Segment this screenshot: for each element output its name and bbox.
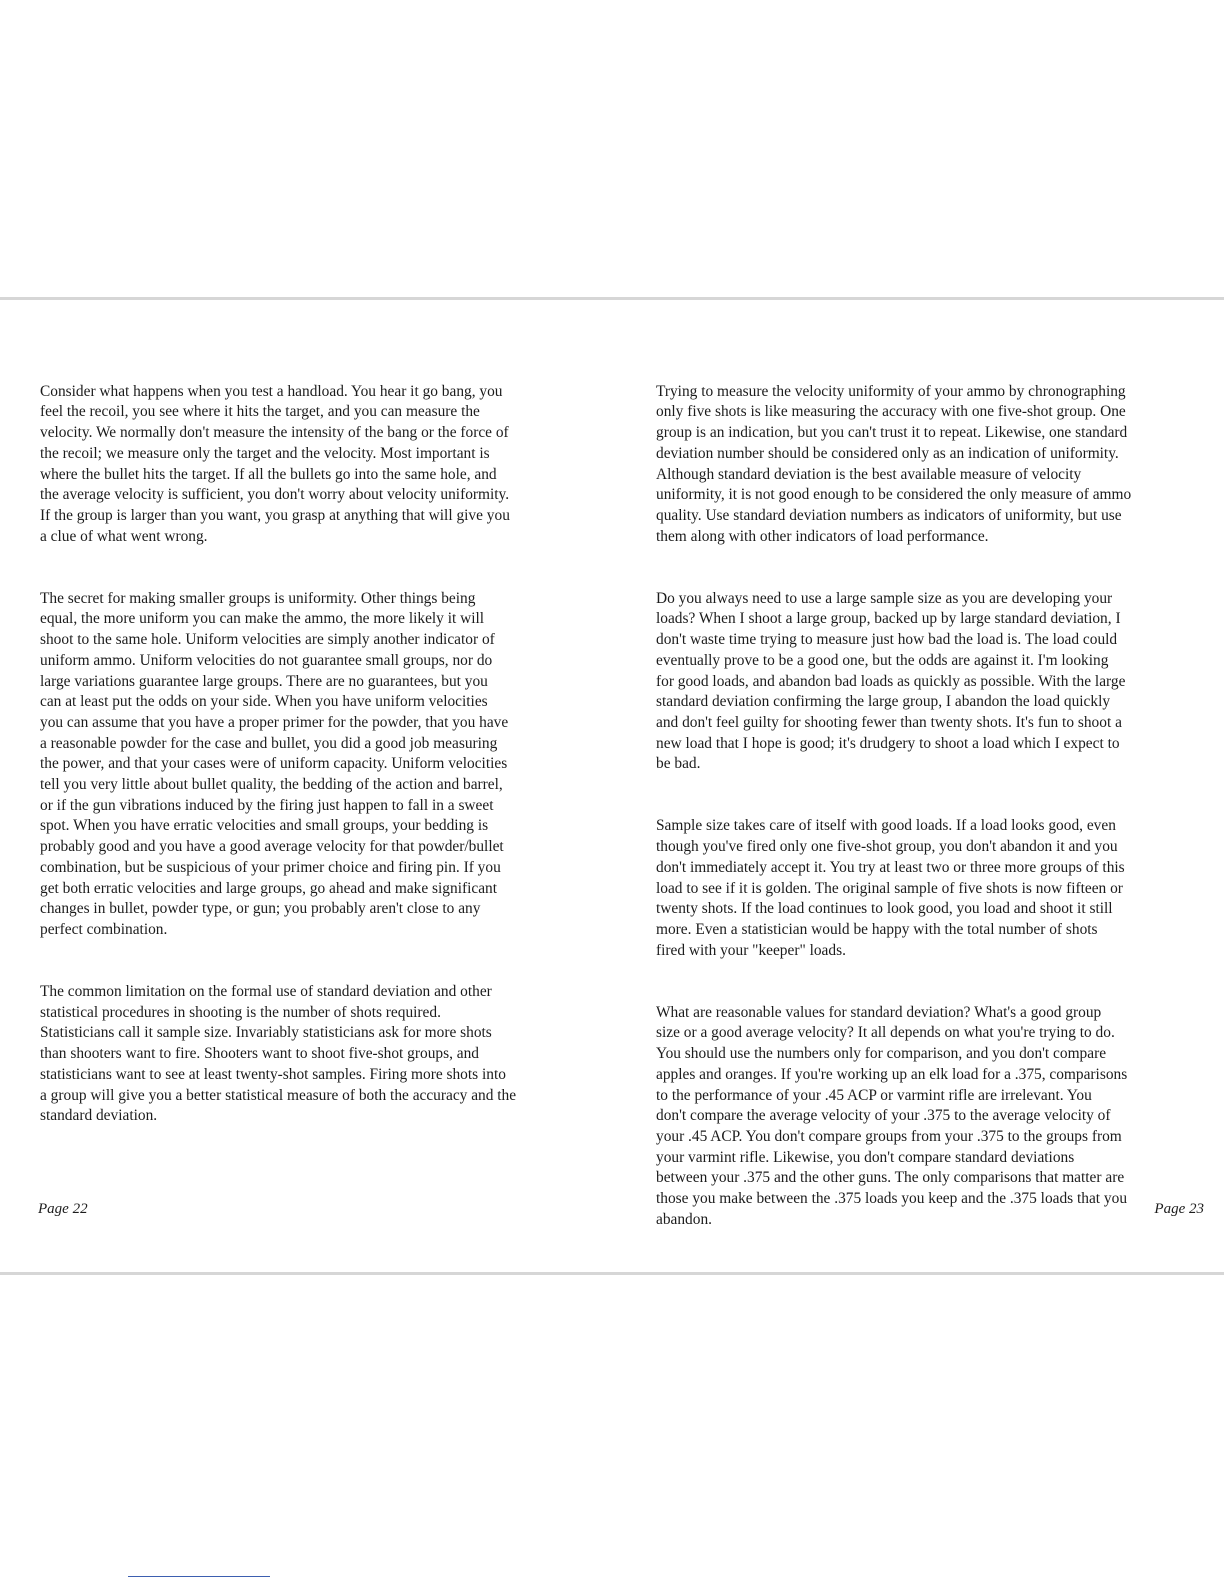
right-page-text: [656, 361, 1206, 1272]
right-paragraph-3: Sample size takes care of itself with good loads. If a load looks good, even though you've fired only one five-shot group, you don't abandon it and you don't immediately accept it. You try at least two or three more groups of this load to see if it is golden. The original sample of five shots is now fifteen or twenty shots. If the load continues to look good, you load and shoot it still more. Even a statistician would be happy with the total number of shots fired with your "keeper" loads.: [656, 817, 1125, 959]
right-page-number: Page 23: [1154, 1201, 1204, 1217]
right-paragraph-4: What are reasonable values for standard deviation? What's a good group size or a good average velocity? It all depends on what you're trying to do. You should use the numbers only for comparison, and you don't compare apples and oranges. If you're working up an elk load for a .375, comparisons to the performance of your .45 ACP or varmint rifle are irrelevant. You don't compare the average velocity of your .375 to the average velocity of your .45 ACP. You don't compare groups from your .375 to the groups from your varmint rifle. Likewise, you don't compare standard deviations between your .375 and the other guns. The only comparisons that matter are those you make between the .375 loads you keep and the .375 loads that you abandon.: [656, 1003, 1128, 1228]
right-paragraph-1: Trying to measure the velocity uniformity of your ammo by chronographing only five shots is like measuring the accuracy with one five-shot group. One group is an indication, but you can't trust it to repeat. Likewise, one standard deviation number should be considered only as an indication of uniformity. Although standard deviation is the best available measure of velocity uniformity, it is not good enough to be considered the only measure of ammo quality. Use standard deviation numbers as indicators of uniformity, but use them along with other indicators of load performance.: [656, 382, 1132, 545]
top-page-edge: [0, 297, 1224, 300]
left-paragraph-3: The common limitation on the formal use of standard deviation and other statistical procedures in shooting is the number of shots required. Statisticians call it sample size. Invariably statisticians ask for more shots than shooters want to fire. Shooters want to shoot five-shot groups, and statisticians want to see at least twenty-shot samples. Firing more shots into a group will give you a better statistical measure of both the accuracy and the standard deviation.: [40, 983, 517, 1125]
bottom-page-edge: [0, 1272, 1224, 1275]
left-page-text: [40, 361, 600, 1168]
left-paragraph-1: Consider what happens when you test a handload. You hear it go bang, you feel the recoil, you see where it hits the target, and you can measure the velocity. We normally don't measure the intensity of the bang or the force of the recoil; we measure only the target and the velocity. Most important is where the bullet hits the target. If all the bullets go into the same hole, and the average velocity is sufficient, you don't worry about velocity uniformity. If the group is larger than you want, you grasp at anything that will give you a clue of what went wrong.: [40, 382, 510, 545]
scan-artifact-line: [128, 1576, 270, 1577]
right-paragraph-2: Do you always need to use a large sample size as you are developing your loads? When I shoot a large group, backed up by large standard deviation, I don't waste time trying to measure just how bad the load is. The load could eventually prove to be a good one, but the odds are against it. I'm looking for good loads, and abandon bad loads as quickly as possible. With the large standard deviation confirming the large group, I abandon the load quickly and don't feel guilty for shooting fewer than twenty shots. It's fun to shoot a new load that I hope is good; it's drudgery to shoot a load which I expect to be bad.: [656, 589, 1126, 773]
left-page-number: Page 22: [38, 1201, 88, 1217]
left-paragraph-2: The secret for making smaller groups is uniformity. Other things being equal, the more uniform you can make the ammo, the more likely it will shoot to the same hole. Uniform velocities are simply another indicator of uniform ammo. Uniform velocities do not guarantee small groups, nor do large variations guarantee large groups. There are no guarantees, but you can at least put the odds on your side. When you have uniform velocities you can assume that you have a proper primer for the powder, that you have a reasonable powder for the case and bullet, you did a good job measuring the power, and that your cases were of uniform capacity. Uniform velocities tell you very little about bullet quality, the bedding of the action and barrel, or if the gun vibrations induced by the firing just happen to fall in a sweet spot. When you have erratic velocities and small groups, your bedding is probably good and you have a good average velocity for that powder/bullet combination, but be suspicious of your primer choice and firing pin. If you get both erratic velocities and large groups, go ahead and make significant changes in bullet, powder type, or gun; you probably aren't close to any perfect combination.: [40, 589, 509, 938]
